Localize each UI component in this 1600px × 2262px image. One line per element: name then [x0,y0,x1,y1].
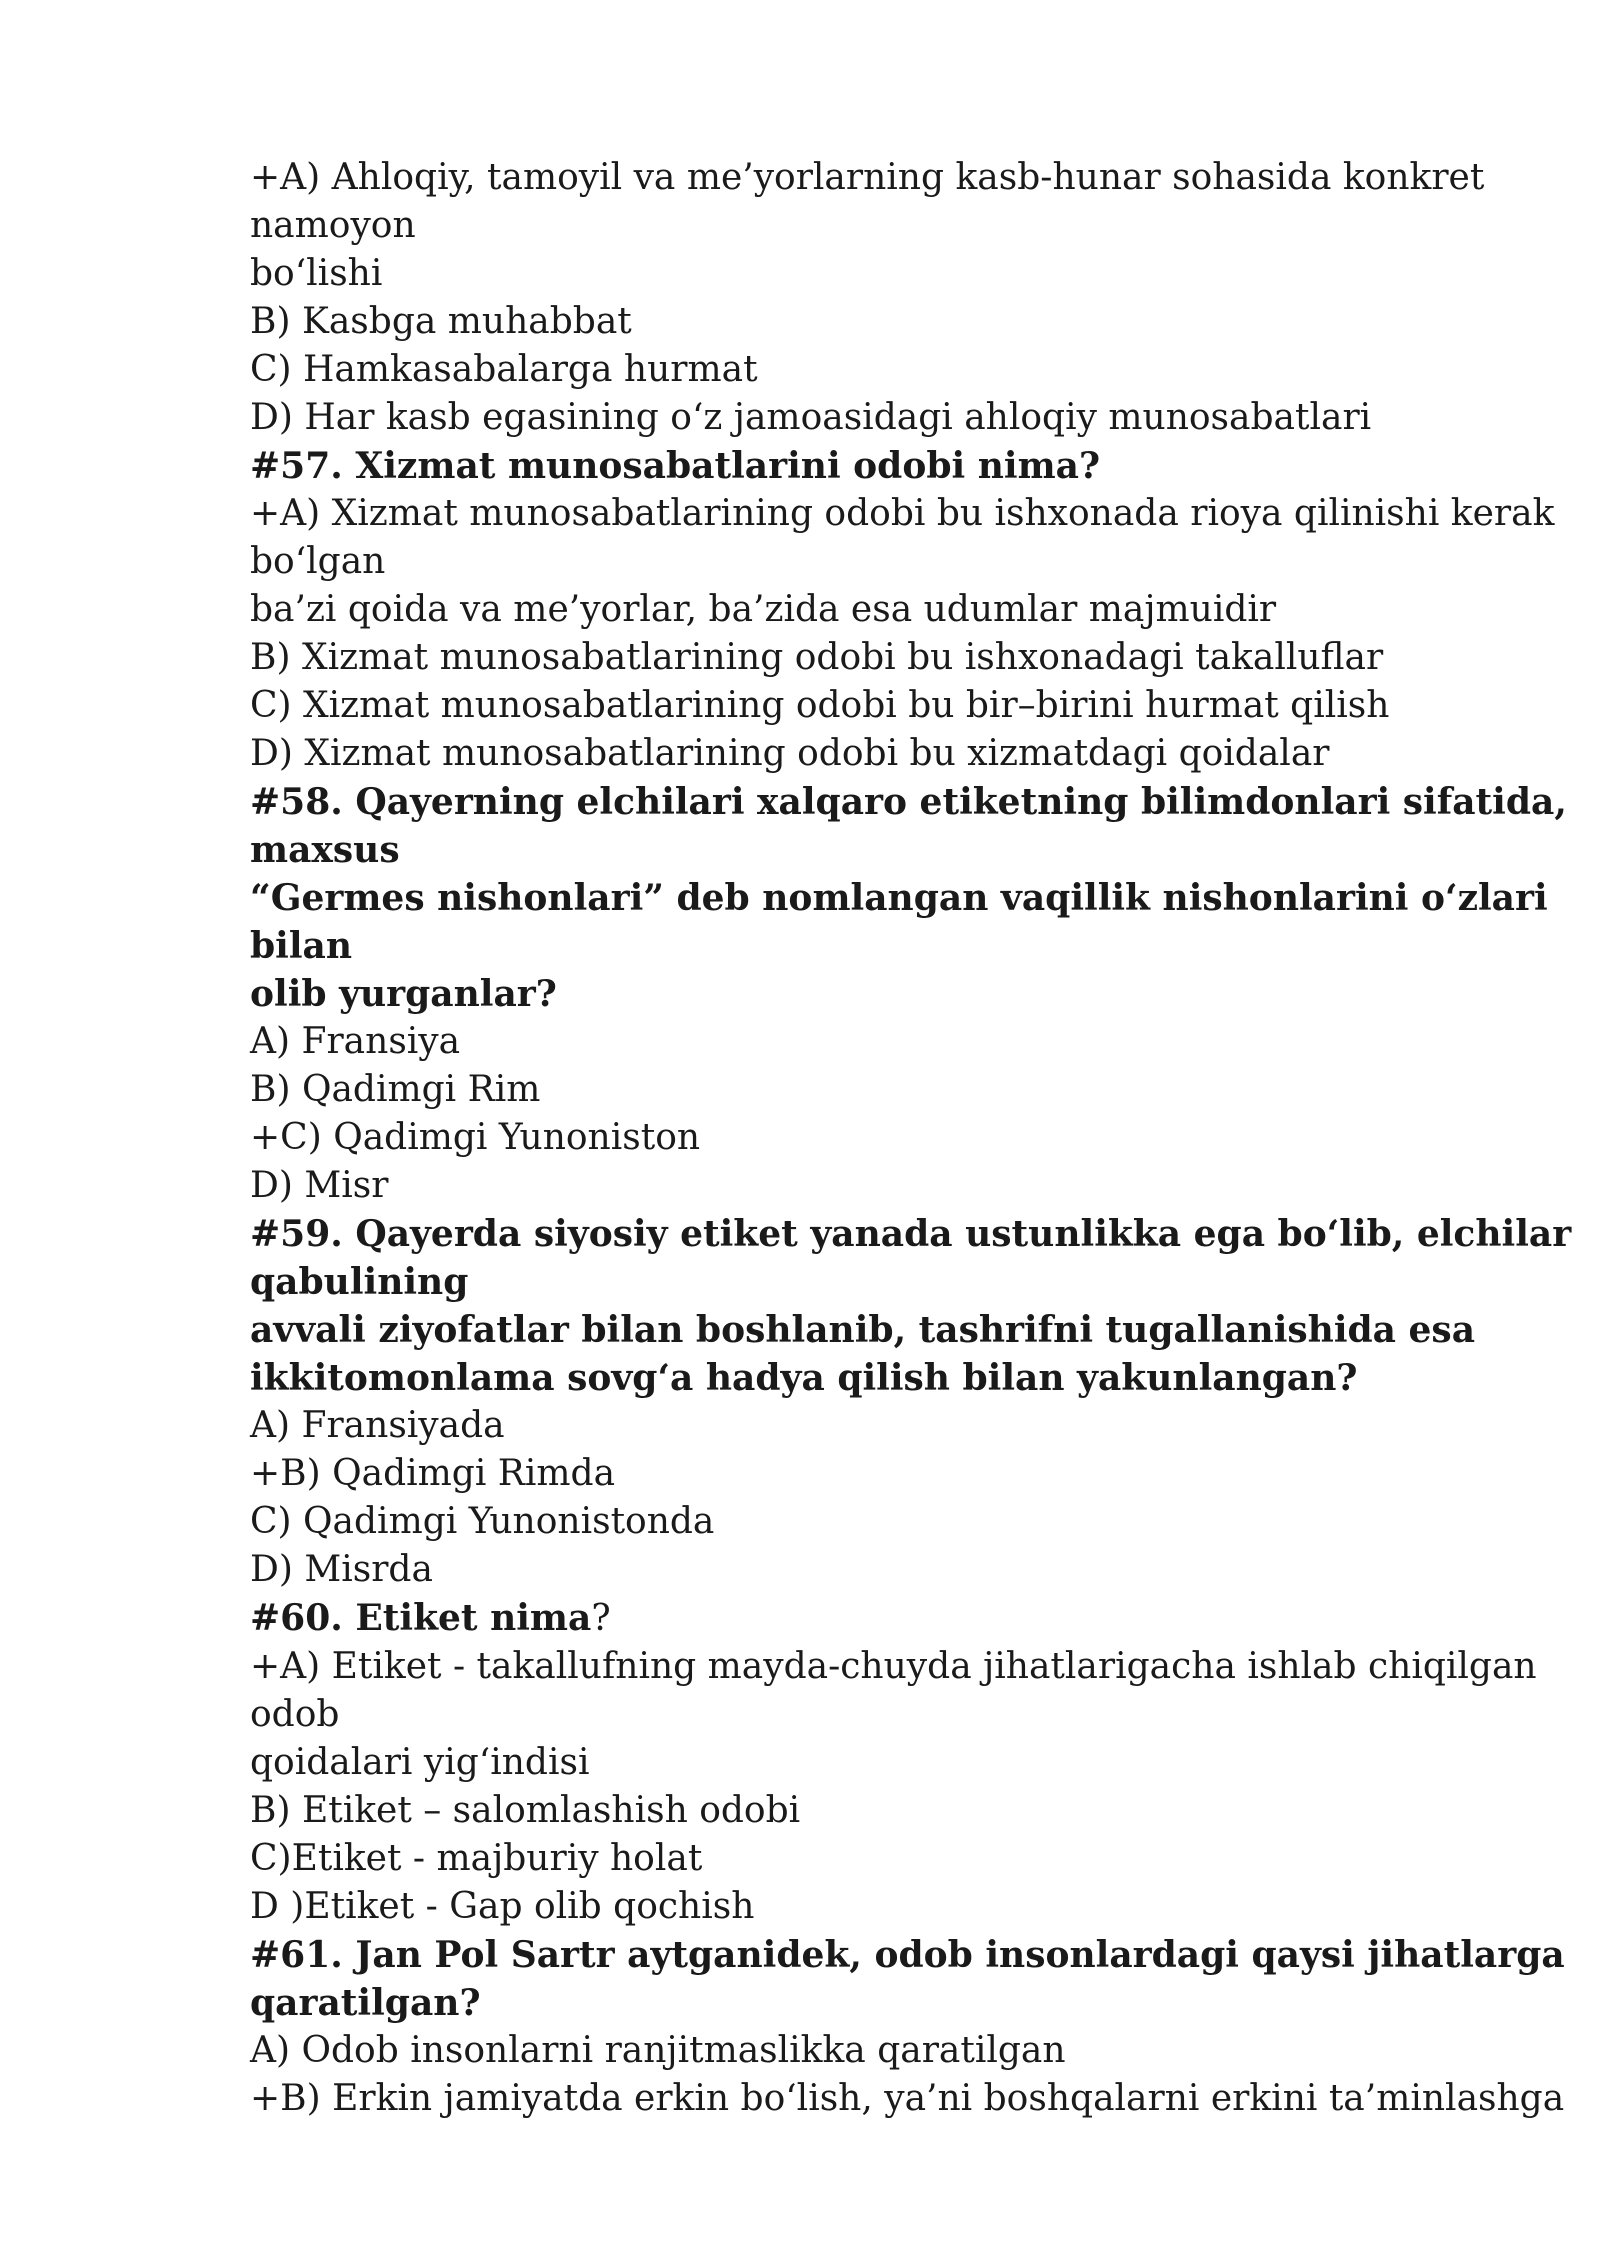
question-60-bold: #60. Etiket nima [250,1597,592,1639]
answer-a: A) Odob insonlarni ranjitmaslikka qaratilgan [250,2030,1066,2071]
question-57 [250,442,1555,778]
answer-a-correct-cont: ba’zi qoida va me’yorlar, ba’zida esa udumlar majmuidir [250,589,1277,630]
answer-a-correct: +A) Xizmat munosabatlarining odobi bu ishxonada rioya qilinishi kerak [250,493,1555,534]
answer-a: A) Fransiyada [250,1405,505,1446]
answer-a-correct-cont: odob [250,1694,340,1735]
answer-c: C) Xizmat munosabatlarining odobi bu bir–birini hurmat qilish [250,685,1390,726]
answer-d: D) Misr [250,1165,389,1206]
question-60-text [250,1594,1470,1643]
question-58-text-cont: maxsus [250,829,400,871]
document-page [250,154,1572,2123]
question-58-text-cont: “Germes nishonlari” deb nomlangan vaqillik nishonlarini o‘zlari [250,877,1548,919]
answer-d: D) Misrda [250,1549,433,1590]
answer-c-correct: +C) Qadimgi Yunoniston [250,1117,701,1158]
answer-a-correct: +A) Etiket - takallufning mayda-chuyda jihatlarigacha ishlab chiqilgan [250,1646,1537,1687]
answer-d: D) Xizmat munosabatlarining odobi bu xizmatdagi qoidalar [250,733,1330,774]
answer-c: C) Qadimgi Yunonistonda [250,1501,715,1542]
question-61 [250,1931,1565,2123]
answer-a-correct-cont: bo‘lgan [250,541,386,582]
question-61-text: #61. Jan Pol Sartr aytganidek, odob insonlardagi qaysi jihatlarga [250,1934,1565,1976]
answer-a-correct-cont: qoidalari yig‘indisi [250,1742,590,1783]
question-59 [250,1210,1572,1594]
answer-a-correct: +A) Ahloqiy, tamoyil va me’yorlarning kasb-hunar sohasida konkret [250,157,1485,198]
answer-b: B) Xizmat munosabatlarining odobi bu ishxonadagi takalluflar [250,637,1384,678]
answer-a-correct-cont: namoyon [250,205,416,246]
answer-c: C)Etiket - majburiy holat [250,1838,703,1879]
question-58-text-cont: olib yurganlar? [250,973,557,1015]
answer-a-correct-cont: bo‘lishi [250,253,383,294]
answer-a: A) Fransiya [250,1021,461,1062]
answer-b-correct: +B) Qadimgi Rimda [250,1453,616,1494]
question-59-text-cont: ikkitomonlama sovg‘a hadya qilish bilan yakunlangan? [250,1357,1358,1399]
question-58-text: #58. Qayerning elchilari xalqaro etiketning bilimdonlari sifatida, [250,781,1567,823]
answer-b: B) Etiket – salomlashish odobi [250,1790,801,1831]
question-58 [250,778,1567,1210]
answer-b: B) Qadimgi Rim [250,1069,541,1110]
answer-c: C) Hamkasabalarga hurmat [250,349,758,390]
answer-d: D )Etiket - Gap olib qochish [250,1886,755,1927]
question-61-text-cont: qaratilgan? [250,1982,481,2024]
answer-d: D) Har kasb egasining o‘z jamoasidagi ahloqiy munosabatlari [250,397,1372,438]
question-56-answers [250,154,1485,442]
question-59-text: #59. Qayerda siyosiy etiket yanada ustunlikka ega bo‘lib, elchilar [250,1213,1572,1255]
question-60-mark: ? [591,1598,611,1639]
answer-b-correct: +B) Erkin jamiyatda erkin bo‘lish, ya’ni boshqalarni erkini ta’minlashga [250,2078,1565,2119]
question-60 [250,1594,1537,1931]
question-59-text-cont: avvali ziyofatlar bilan boshlanib, tashrifni tugallanishida esa [250,1309,1476,1351]
answer-b: B) Kasbga muhabbat [250,301,632,342]
question-57-text: #57. Xizmat munosabatlarini odobi nima? [250,445,1101,487]
question-59-text-cont: qabulining [250,1261,469,1303]
question-58-text-cont: bilan [250,925,353,967]
